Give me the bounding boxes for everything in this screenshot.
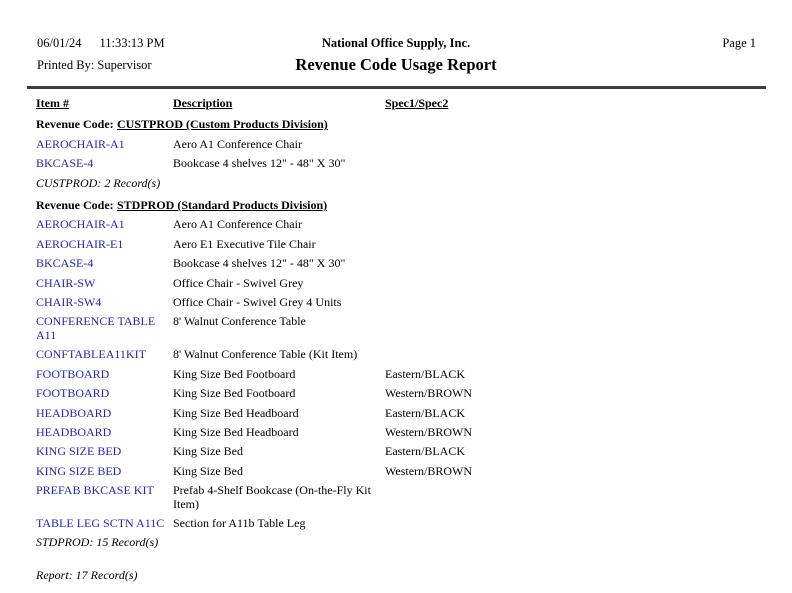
item-number-link[interactable]: BKCASE-4 xyxy=(36,256,94,271)
column-header-description: Description xyxy=(173,96,233,110)
table-row xyxy=(36,442,765,461)
table-row xyxy=(36,274,765,293)
item-description: King Size Bed Headboard xyxy=(173,405,299,420)
table-row xyxy=(36,345,765,364)
item-description: King Size Bed Footboard xyxy=(173,366,296,381)
report-content xyxy=(36,94,765,582)
item-description: Office Chair - Swivel Grey xyxy=(173,275,304,290)
report-header-line1 xyxy=(0,36,792,51)
item-number-link[interactable]: TABLE LEG SCTN A11C xyxy=(36,515,165,530)
item-number-link[interactable]: BKCASE-4 xyxy=(36,156,94,171)
print-datetime xyxy=(37,36,165,51)
item-spec: Eastern/BLACK xyxy=(385,405,465,420)
report-total-summary: Report: 17 Record(s) xyxy=(36,567,138,582)
table-row xyxy=(36,423,765,442)
item-number-link[interactable]: AEROCHAIR-A1 xyxy=(36,136,125,151)
item-description: King Size Bed Footboard xyxy=(173,386,296,401)
revenue-code-header xyxy=(36,196,765,215)
item-description: 8' Walnut Conference Table (Kit Item) xyxy=(173,347,358,362)
report-title: Revenue Code Usage Report xyxy=(295,55,497,74)
print-date: 06/01/24 xyxy=(37,36,82,50)
item-description: Prefab 4-Shelf Bookcase (On-the-Fly Kit Item) xyxy=(173,483,371,511)
item-description: 8' Walnut Conference Table xyxy=(173,314,306,329)
item-spec: Eastern/BLACK xyxy=(385,444,465,459)
report-body xyxy=(36,115,765,552)
revenue-code-value: STDPROD (Standard Products Division) xyxy=(117,198,328,213)
item-number-link[interactable]: KING SIZE BED xyxy=(36,444,122,459)
revenue-code-label: Revenue Code: xyxy=(36,117,114,132)
printed-by-label: Printed By: Supervisor xyxy=(37,58,152,72)
item-description: Aero E1 Executive Tile Chair xyxy=(173,236,316,251)
item-number-link[interactable]: HEADBOARD xyxy=(36,405,112,420)
item-number-link[interactable]: HEADBOARD xyxy=(36,424,112,439)
item-number-link[interactable]: PREFAB BKCASE KIT xyxy=(36,483,154,498)
item-number-link[interactable]: AEROCHAIR-A1 xyxy=(36,217,125,232)
item-spec: Western/BROWN xyxy=(385,386,473,401)
item-spec: Western/BROWN xyxy=(385,424,473,439)
item-number-link[interactable]: FOOTBOARD xyxy=(36,366,110,381)
table-row xyxy=(36,462,765,481)
item-number-link[interactable]: CHAIR-SW4 xyxy=(36,295,102,310)
item-number-link[interactable]: CHAIR-SW xyxy=(36,275,96,290)
table-row xyxy=(36,254,765,273)
item-spec: Western/BROWN xyxy=(385,463,473,478)
table-row xyxy=(36,514,765,533)
revenue-code-header xyxy=(36,115,765,134)
item-description: Office Chair - Swivel Grey 4 Units xyxy=(173,295,342,310)
header-divider-rule xyxy=(27,86,766,89)
revenue-code-value: CUSTPROD (Custom Products Division) xyxy=(117,117,328,132)
item-description: Aero A1 Conference Chair xyxy=(173,217,302,232)
page-number: Page 1 xyxy=(722,36,756,50)
table-row xyxy=(36,404,765,423)
table-row xyxy=(36,135,765,154)
revenue-code-label: Revenue Code: xyxy=(36,198,114,213)
item-description: King Size Bed Headboard xyxy=(173,424,299,439)
item-spec: Eastern/BLACK xyxy=(385,366,465,381)
item-description: King Size Bed xyxy=(173,444,243,459)
item-number-link[interactable]: KING SIZE BED xyxy=(36,463,122,478)
column-header-row xyxy=(36,94,765,113)
item-number-link[interactable]: AEROCHAIR-E1 xyxy=(36,236,124,251)
print-time: 11:33:13 PM xyxy=(99,36,165,50)
item-number-link[interactable]: CONFERENCE TABLE A11 xyxy=(36,314,156,342)
table-row xyxy=(36,293,765,312)
table-row xyxy=(36,365,765,384)
column-header-spec: Spec1/Spec2 xyxy=(385,96,449,110)
table-row xyxy=(36,235,765,254)
item-number-link[interactable]: CONFTABLEA11KIT xyxy=(36,347,146,362)
item-description: King Size Bed xyxy=(173,463,243,478)
item-description: Section for A11b Table Leg xyxy=(173,515,306,530)
section-record-count: STDPROD: 15 Record(s) xyxy=(36,535,159,550)
item-description: Bookcase 4 shelves 12" - 48" X 30" xyxy=(173,156,346,171)
column-header-item: Item # xyxy=(36,96,69,110)
table-row xyxy=(36,384,765,403)
table-row xyxy=(36,312,765,345)
table-row xyxy=(36,481,765,514)
company-name: National Office Supply, Inc. xyxy=(321,36,471,50)
table-row xyxy=(36,154,765,173)
table-row xyxy=(36,215,765,234)
section-record-count: CUSTPROD: 2 Record(s) xyxy=(36,175,161,190)
item-description: Bookcase 4 shelves 12" - 48" X 30" xyxy=(173,256,346,271)
item-number-link[interactable]: FOOTBOARD xyxy=(36,386,110,401)
report-header-line2 xyxy=(0,55,792,75)
item-description: Aero A1 Conference Chair xyxy=(173,136,302,151)
